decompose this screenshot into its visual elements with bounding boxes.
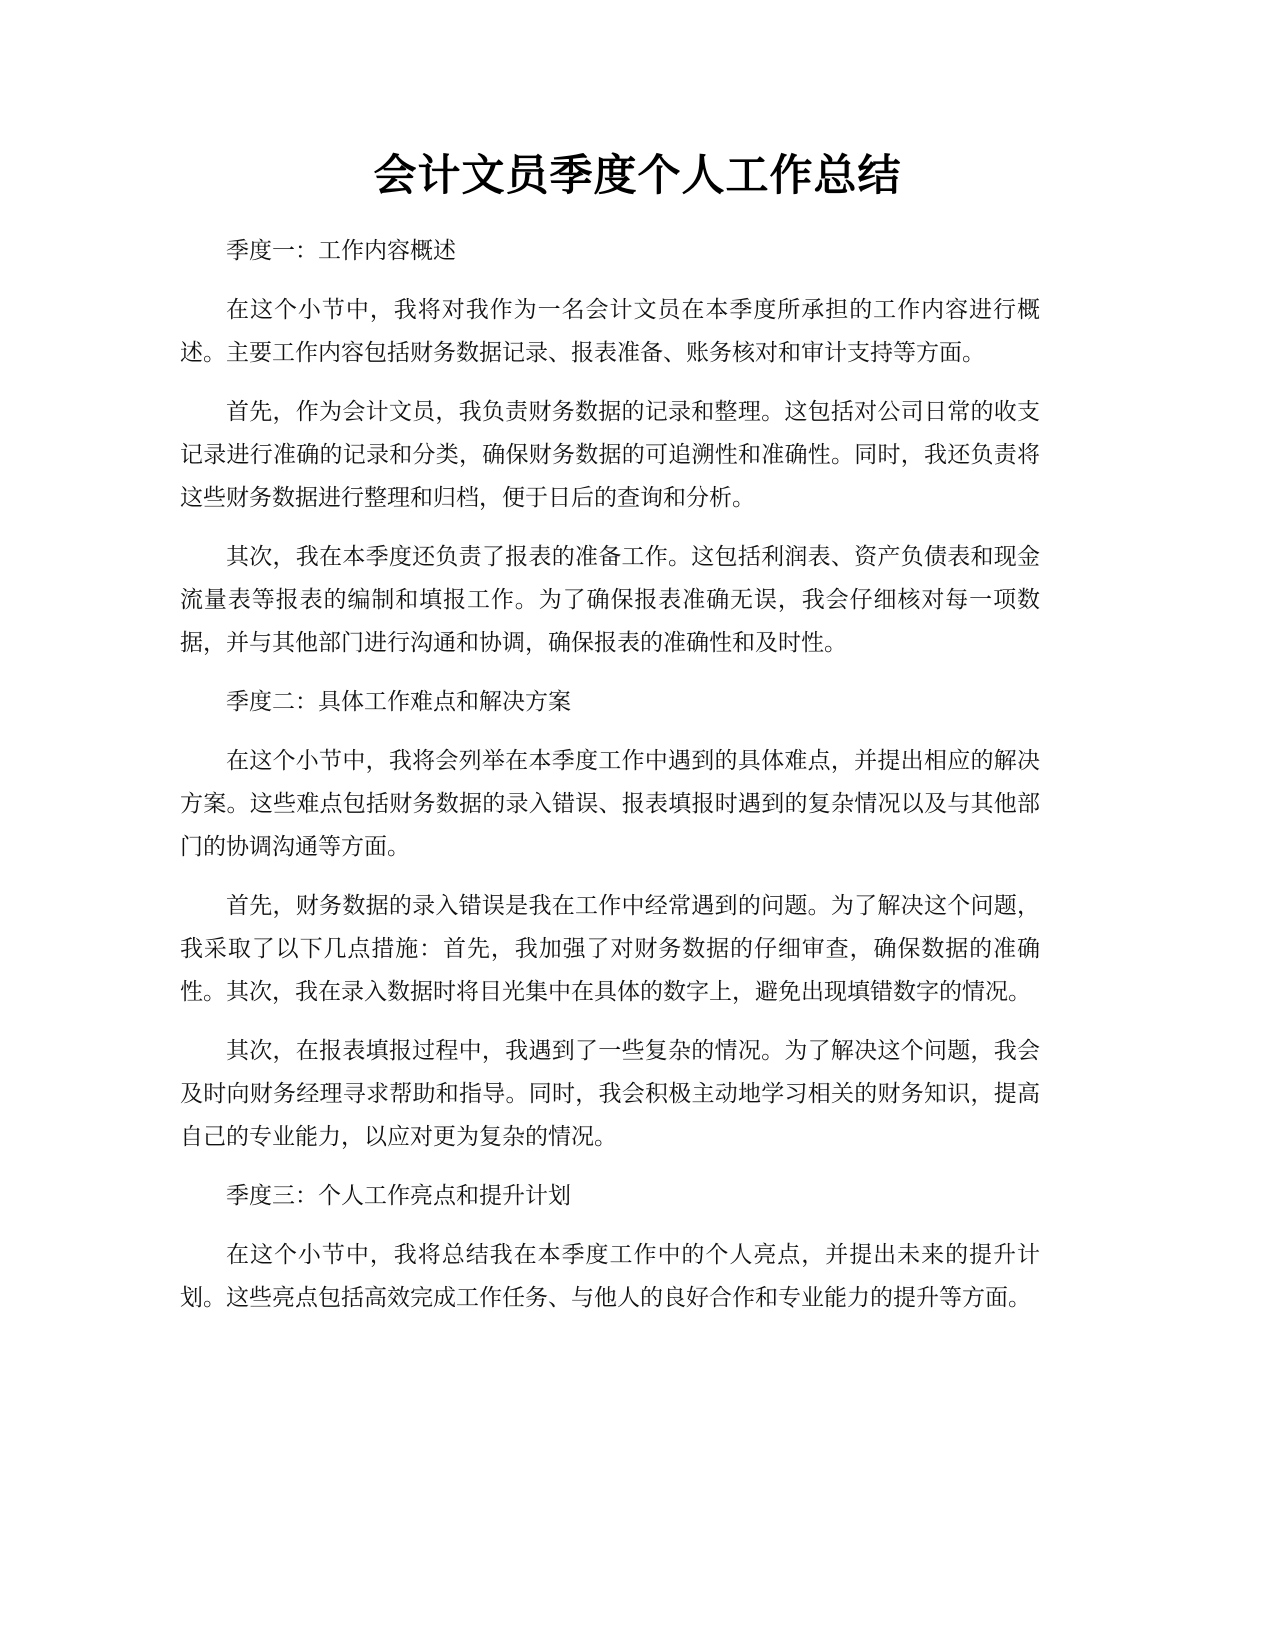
section-heading-q1: 季度一：工作内容概述 xyxy=(226,238,456,264)
document-body xyxy=(180,230,1040,1336)
section-heading-q2: 季度二：具体工作难点和解决方案 xyxy=(226,689,571,715)
paragraph: 在这个小节中，我将会列举在本季度工作中遇到的具体难点，并提出相应的解决方案。这些难点包括财务数据的录入错误、报表填报时遇到的复杂情况以及与其他部门的协调沟通等方面。 xyxy=(180,748,1040,860)
paragraph: 首先，作为会计文员，我负责财务数据的记录和整理。这包括对公司日常的收支记录进行准确的记录和分类，确保财务数据的可追溯性和准确性。同时，我还负责将这些财务数据进行整理和归档，便于日后的查询和分析。 xyxy=(180,399,1040,511)
paragraph: 其次，在报表填报过程中，我遇到了一些复杂的情况。为了解决这个问题，我会及时向财务经理寻求帮助和指导。同时，我会积极主动地学习相关的财务知识，提高自己的专业能力，以应对更为复杂的情况。 xyxy=(180,1038,1040,1150)
section-heading-q3: 季度三：个人工作亮点和提升计划 xyxy=(226,1183,571,1209)
paragraph: 首先，财务数据的录入错误是我在工作中经常遇到的问题。为了解决这个问题，我采取了以下几点措施：首先，我加强了对财务数据的仔细审查，确保数据的准确性。其次，我在录入数据时将目光集中在具体的数字上，避免出现填错数字的情况。 xyxy=(180,893,1040,1005)
paragraph: 在这个小节中，我将对我作为一名会计文员在本季度所承担的工作内容进行概述。主要工作内容包括财务数据记录、报表准备、账务核对和审计支持等方面。 xyxy=(180,297,1040,366)
paragraph: 在这个小节中，我将总结我在本季度工作中的个人亮点，并提出未来的提升计划。这些亮点包括高效完成工作任务、与他人的良好合作和专业能力的提升等方面。 xyxy=(180,1242,1040,1311)
document-title: 会计文员季度个人工作总结 xyxy=(373,151,902,201)
paragraph: 其次，我在本季度还负责了报表的准备工作。这包括利润表、资产负债表和现金流量表等报表的编制和填报工作。为了确保报表准确无误，我会仔细核对每一项数据，并与其他部门进行沟通和协调，确保报表的准确性和及时性。 xyxy=(180,544,1040,656)
